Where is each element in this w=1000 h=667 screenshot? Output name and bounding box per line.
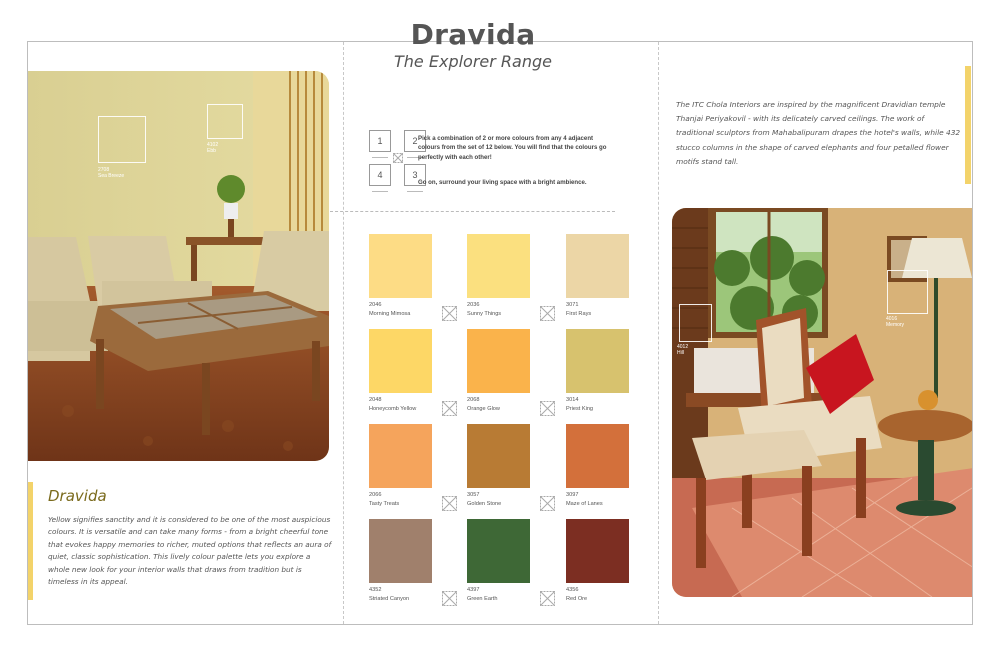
panel-title: Dravida bbox=[48, 487, 107, 505]
swatch-code: 4356 bbox=[566, 587, 579, 593]
step-underline bbox=[372, 191, 388, 192]
step-box-3: 3 bbox=[404, 164, 426, 186]
colour-swatch[interactable] bbox=[566, 519, 629, 583]
swatch-name: Maze of Lanes bbox=[566, 501, 603, 507]
wall-colour-marker bbox=[98, 116, 146, 163]
swatch-code: 2036 bbox=[467, 302, 480, 308]
wall-colour-tag: 4102 Ebb bbox=[207, 142, 219, 154]
wall-colour-marker bbox=[207, 104, 243, 139]
accent-bar bbox=[965, 66, 971, 184]
living-room-photo bbox=[28, 71, 329, 461]
swatch-name: Golden Stone bbox=[467, 501, 502, 507]
wall-colour-marker bbox=[679, 304, 712, 342]
swatch-code: 2046 bbox=[369, 302, 382, 308]
swatch-code: 3071 bbox=[566, 302, 579, 308]
colour-swatch[interactable] bbox=[566, 329, 629, 393]
swatch-name: Sunny Things bbox=[467, 311, 502, 317]
pairing-icon bbox=[442, 496, 457, 511]
swatch-code: 2068 bbox=[467, 397, 480, 403]
instruction-tagline: Go on, surround your living space with a bright ambience. bbox=[418, 179, 587, 186]
swatch-code: 4352 bbox=[369, 587, 382, 593]
colour-swatch[interactable] bbox=[467, 424, 530, 488]
swatch-name: Morning Mimosa bbox=[369, 311, 411, 317]
hotel-description: The ITC Chola Interiors are inspired by the magnificent Dravidian temple Thanjai Periyakovil - with its delicately carved ceilings. The work of traditional sculptors from Mahabalipuram drapes the hotel's walls, while 432 stucco columns in the shape of carved elephants and four petalled flower motifs stand tall. bbox=[676, 100, 961, 166]
wall-colour-tag: 4012 Hill bbox=[677, 344, 689, 356]
accent-bar bbox=[28, 482, 33, 600]
swatch-name: Green Earth bbox=[467, 596, 498, 602]
pairing-icon bbox=[442, 401, 457, 416]
step-box-4: 4 bbox=[369, 164, 391, 186]
colour-swatch[interactable] bbox=[369, 424, 432, 488]
hotel-room-photo bbox=[672, 208, 973, 597]
swatch-code: 2066 bbox=[369, 492, 382, 498]
swatch-code: 4397 bbox=[467, 587, 480, 593]
wall-colour-marker bbox=[887, 270, 928, 314]
colour-swatch[interactable] bbox=[369, 329, 432, 393]
pairing-icon bbox=[442, 591, 457, 606]
colour-swatch[interactable] bbox=[566, 234, 629, 298]
colour-swatch[interactable] bbox=[566, 424, 629, 488]
step-box-1: 1 bbox=[369, 130, 391, 152]
colour-swatch[interactable] bbox=[467, 234, 530, 298]
panel-description: Yellow signifies sanctity and it is considered to be one of the most auspicious colours. It is versatile and can take many forms - from a bright cheerful tone that evokes happy memories to richer, muted options that reflects an aura of quiet, classic sophistication. This lively colour palette lets you explore a whole new look for your interior walls that draws from tradition but is timeless in its appeal. bbox=[48, 515, 332, 587]
swatch-code: 3014 bbox=[566, 397, 579, 403]
range-subtitle: The Explorer Range bbox=[394, 52, 552, 71]
pairing-icon bbox=[540, 591, 555, 606]
swatch-name: Priest King bbox=[566, 406, 594, 412]
pairing-icon bbox=[442, 306, 457, 321]
swatch-name: Tasty Treats bbox=[369, 501, 400, 507]
instruction-text: Pick a combination of 2 or more colours from any 4 adjacent colours from the set of 12 below. You will find that the colours go perfectly with each other! bbox=[418, 135, 607, 161]
pairing-icon bbox=[540, 401, 555, 416]
step-box-2: 2 bbox=[404, 130, 426, 152]
swatch-code: 3097 bbox=[566, 492, 579, 498]
swatch-name: Honeycomb Yellow bbox=[369, 406, 417, 412]
colour-swatch[interactable] bbox=[467, 329, 530, 393]
swatch-name: Red Ore bbox=[566, 596, 588, 602]
step-underline bbox=[407, 191, 423, 192]
divider bbox=[330, 211, 615, 212]
pairing-icon bbox=[540, 306, 555, 321]
wall-colour-tag: 4016 Memory bbox=[886, 316, 905, 328]
colour-swatch[interactable] bbox=[369, 519, 432, 583]
range-title: Dravida bbox=[410, 18, 536, 51]
wall-colour-tag: 2708 Sea Breeze bbox=[98, 167, 125, 179]
pairing-icon bbox=[540, 496, 555, 511]
colour-swatch[interactable] bbox=[369, 234, 432, 298]
colour-swatch[interactable] bbox=[467, 519, 530, 583]
link-icon bbox=[393, 153, 403, 163]
step-underline bbox=[372, 157, 388, 158]
fold-line-right bbox=[658, 42, 659, 624]
swatch-code: 2048 bbox=[369, 397, 382, 403]
swatch-name: Striated Canyon bbox=[369, 596, 410, 602]
swatch-code: 3057 bbox=[467, 492, 480, 498]
swatch-name: Orange Glow bbox=[467, 406, 500, 412]
fold-line-left bbox=[343, 42, 344, 624]
swatch-name: First Rays bbox=[566, 311, 592, 317]
